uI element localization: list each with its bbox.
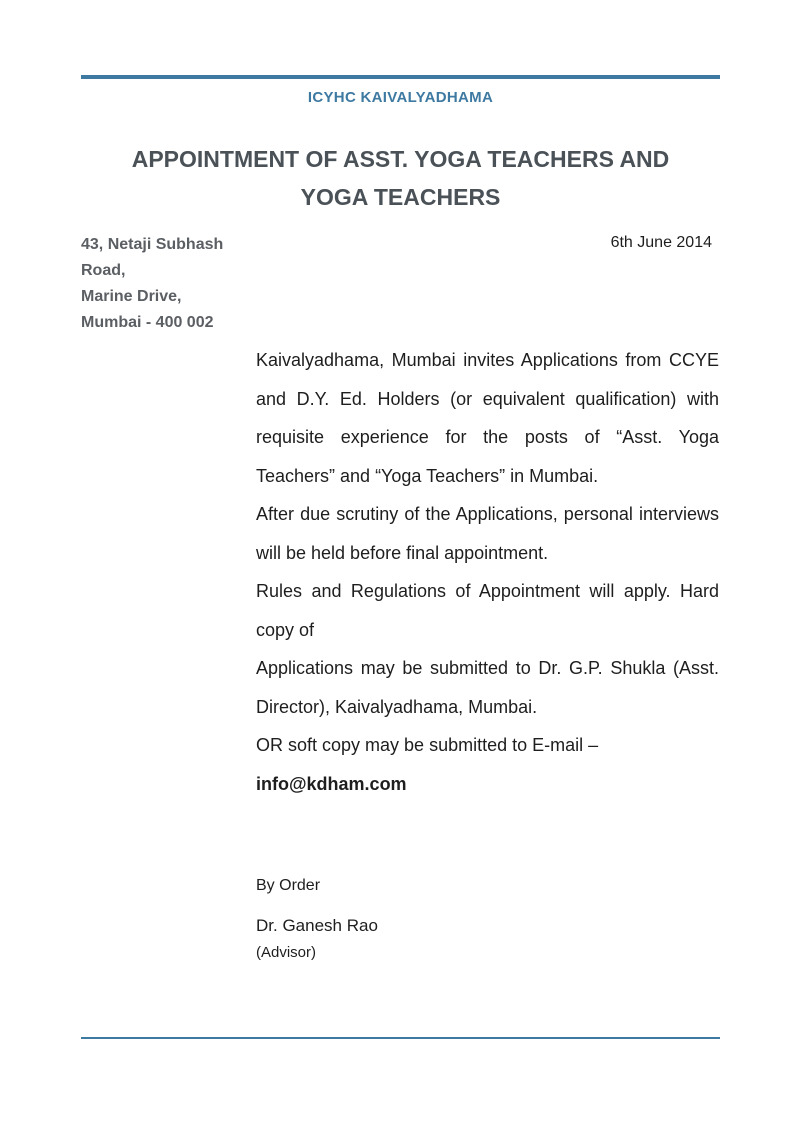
address-line-4: Mumbai - 400 002: [81, 314, 214, 331]
body-paragraph-3: Rules and Regulations of Appointment will apply. Hard copy of: [256, 581, 719, 640]
notice-title: [81, 140, 720, 216]
notice-title-line-1: APPOINTMENT OF ASST. YOGA TEACHERS AND: [131, 146, 670, 172]
notice-body: [256, 341, 719, 803]
notice-date: 6th June 2014: [610, 234, 712, 251]
address-line-3: Marine Drive,: [81, 288, 182, 305]
body-paragraph-1: Kaivalyadhama, Mumbai invites Applications from CCYE and D.Y. Ed. Holders (or equivalent qualification) with requisite experience for the posts of “Asst. Yoga Teachers” and “Yoga Teachers” in Mumbai.: [256, 350, 719, 486]
organization-name: ICYHC KAIVALYADHAMA: [307, 89, 494, 106]
body-paragraph-4: Applications may be submitted to Dr. G.P. Shukla (Asst. Director), Kaivalyadhama, Mumbai.: [256, 658, 719, 717]
address-block: [81, 232, 223, 336]
address-line-1: 43, Netaji Subhash: [81, 236, 224, 253]
by-order-label: By Order: [256, 877, 321, 894]
contact-email[interactable]: info@kdham.com: [256, 773, 407, 794]
signer-role: (Advisor): [256, 944, 317, 961]
body-paragraph-2: After due scrutiny of the Applications, personal interviews will be held before final appointment.: [256, 504, 719, 563]
address-line-2: Road,: [81, 262, 126, 279]
notice-title-line-2: YOGA TEACHERS: [300, 184, 501, 210]
top-divider: [81, 75, 720, 79]
body-paragraph-5: OR soft copy may be submitted to E-mail –: [256, 735, 599, 755]
signer-name: Dr. Ganesh Rao: [256, 916, 378, 935]
bottom-divider: [81, 1037, 720, 1039]
